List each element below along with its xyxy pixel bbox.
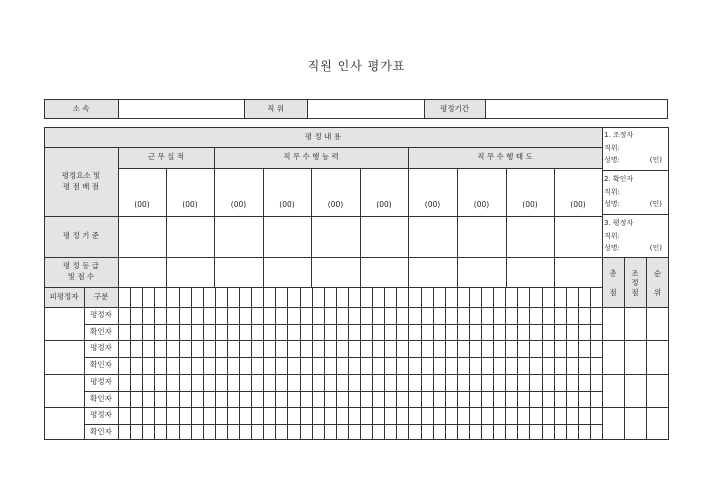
position-field[interactable] <box>308 100 423 118</box>
period-label: 평정기간 <box>440 103 469 113</box>
points-8: (00) <box>473 199 490 209</box>
grid-line <box>203 287 204 440</box>
grid-line <box>275 287 276 440</box>
adjuster-rank: 직위: <box>604 143 620 152</box>
points-10: (00) <box>570 199 586 209</box>
grid-line <box>566 287 567 440</box>
adjuster-block <box>604 129 666 169</box>
affiliation-label: 소 속 <box>72 103 90 113</box>
role-evaluator: 평정자 <box>90 310 112 320</box>
confirmer-rank: 직위: <box>604 187 620 196</box>
points-2: (00) <box>182 199 198 209</box>
role-evaluator: 평정자 <box>90 377 112 387</box>
grid-line <box>493 287 494 440</box>
adjuster-title: 1. 조정자 <box>604 131 634 139</box>
points-6: (00) <box>376 199 392 209</box>
grid-line <box>300 287 301 440</box>
grid-line <box>372 287 373 440</box>
evaluator-name: 성명: <box>604 244 620 252</box>
grid-line <box>154 287 155 440</box>
group-job-attitude: 직 무 수 행 태 도 <box>477 152 533 162</box>
grid-line <box>384 287 385 440</box>
role-evaluator: 평정자 <box>90 343 112 353</box>
evaluator-title: 3. 평정자 <box>604 219 634 227</box>
grid-line <box>191 287 192 440</box>
grid-line <box>227 287 228 440</box>
grid-line <box>348 287 349 440</box>
grid-line <box>542 287 543 440</box>
grid-line <box>215 287 216 440</box>
confirmer-seal: (인) <box>649 200 662 208</box>
grid-line <box>433 287 434 440</box>
grid-line <box>554 287 555 440</box>
table-header: 평 정 내 용 <box>304 131 342 141</box>
grid-line <box>360 287 361 440</box>
grid-line <box>287 287 288 440</box>
row-label-grade: 평 정 등 급 및 점 수 <box>62 261 100 281</box>
row-label-evaluatee: 피평정자 <box>49 291 79 301</box>
grid-line <box>166 287 167 440</box>
role-confirmer: 확인자 <box>90 326 112 336</box>
role-confirmer: 확인자 <box>90 426 112 436</box>
confirmer-block <box>604 173 666 213</box>
adjuster-name: 성명: <box>604 156 620 164</box>
role-confirmer: 확인자 <box>90 393 112 403</box>
group-job-ability: 직 무 수 행 능 력 <box>283 152 339 162</box>
grid-line <box>179 287 180 440</box>
grid-line <box>336 287 337 440</box>
grid-line <box>312 287 313 440</box>
grid-line <box>590 287 591 440</box>
grid-line <box>505 287 506 440</box>
grid-line <box>469 287 470 440</box>
points-7: (00) <box>424 199 441 209</box>
affiliation-field[interactable] <box>119 100 243 118</box>
grid-line <box>457 287 458 440</box>
grid-line <box>263 287 264 440</box>
role-confirmer: 확인자 <box>90 360 112 370</box>
evaluator-block <box>604 217 666 257</box>
rank-header: 순 위 <box>653 268 662 297</box>
grid-line <box>251 287 252 440</box>
points-9: (00) <box>522 199 538 209</box>
row-label-elements: 평정요소 및 평 점 배 점 <box>61 170 101 191</box>
adjuster-seal: (인) <box>649 156 662 164</box>
grid-line <box>142 287 143 440</box>
grid-line <box>481 287 482 440</box>
grid-line <box>529 287 530 440</box>
points-5: (00) <box>327 199 344 209</box>
evaluator-rank: 직위: <box>604 231 620 240</box>
confirmer-name: 성명: <box>604 200 620 208</box>
grid-line <box>239 287 240 440</box>
page-title: 직원 인사 평가표 <box>307 59 406 73</box>
adjusted-score-header: 조 정 점 <box>631 268 639 297</box>
grid-line <box>396 287 397 440</box>
position-label: 직 위 <box>267 103 284 113</box>
confirmer-title: 2. 확인자 <box>604 175 634 183</box>
points-3: (00) <box>230 199 247 209</box>
period-field[interactable] <box>486 100 667 118</box>
grid-line <box>578 287 579 440</box>
points-1: (00) <box>134 199 150 209</box>
grid-line <box>408 287 409 440</box>
points-4: (00) <box>279 199 295 209</box>
row-label-criteria: 평 정 기 준 <box>62 231 100 241</box>
grid-line <box>324 287 325 440</box>
total-score-header: 총 점 <box>609 268 617 297</box>
evaluator-seal: (인) <box>649 244 662 252</box>
row-label-category: 구분 <box>93 291 109 301</box>
role-evaluator: 평정자 <box>90 410 112 420</box>
grid-line <box>517 287 518 440</box>
grid-line <box>130 287 131 440</box>
grid-line <box>421 287 422 440</box>
group-work-performance: 근 무 실 적 <box>147 152 185 162</box>
grid-line <box>445 287 446 440</box>
